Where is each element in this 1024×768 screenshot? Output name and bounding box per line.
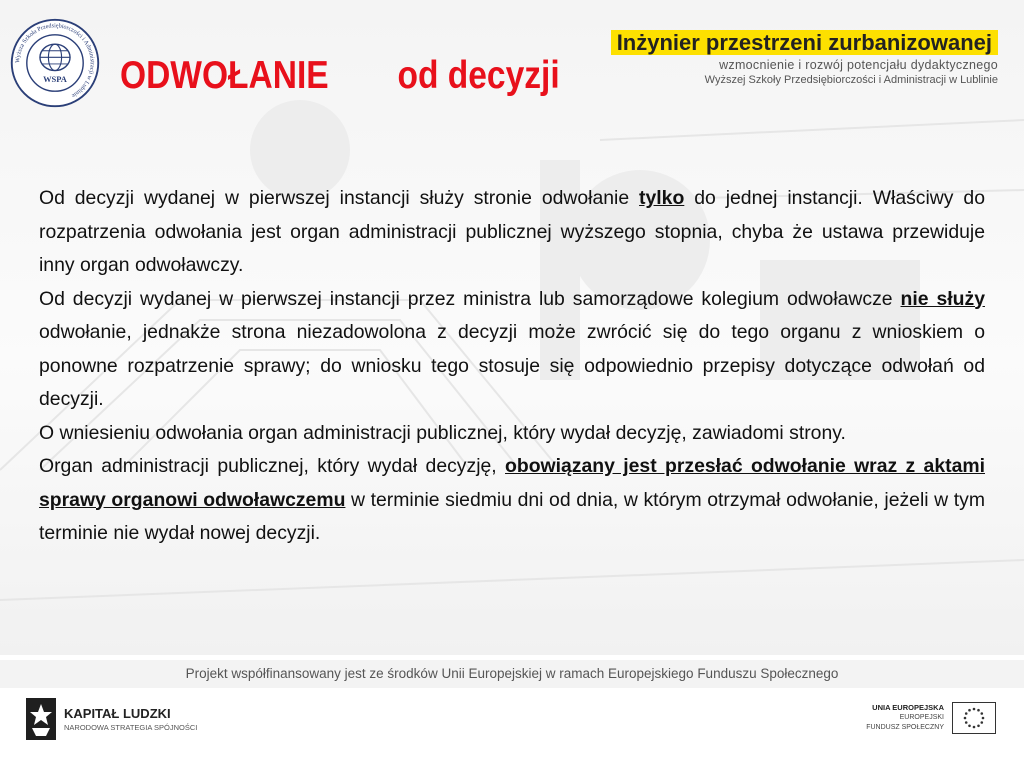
p1-text-after: do jednej instancji. Właściwy do rozpatrzenia odwołania jest organ administracji publicznej wyższego stopnia, chyba że ustawa przewiduje inny organ odwoławczy. xyxy=(39,187,985,276)
eu-star-icon xyxy=(965,721,968,724)
project-header xyxy=(568,30,998,86)
kapital-ludzki-subtitle: NARODOWA STRATEGIA SPÓJNOŚCI xyxy=(64,723,198,732)
eu-star-icon xyxy=(965,712,968,715)
eu-star-icon xyxy=(982,717,985,720)
eu-star-icon xyxy=(977,709,980,712)
eu-logo xyxy=(866,702,996,734)
eu-star-icon xyxy=(973,708,976,711)
p4-text-before: Organ administracji publicznej, który wydał decyzję, xyxy=(39,455,506,477)
cofinancing-notice: Projekt współfinansowany jest ze środków Unii Europejskiej w ramach Europejskiego Funduszu Społecznego xyxy=(0,660,1024,688)
logo-ring-text: Wyższa Szkoła Przedsiębiorczości i Administracji w Lublinie xyxy=(15,23,95,99)
eu-flag-icon xyxy=(952,702,996,734)
eu-star-icon xyxy=(964,717,967,720)
paragraph-4 xyxy=(39,450,985,551)
eu-fund-line-2: FUNDUSZ SPOŁECZNY xyxy=(866,724,944,731)
title-part-2: od decyzji xyxy=(397,54,560,97)
slide-title xyxy=(120,52,560,100)
project-subtitle-1: wzmocnienie i rozwój potencjału dydaktycznego xyxy=(719,58,998,72)
eu-name: UNIA EUROPEJSKA xyxy=(872,703,944,712)
kapital-ludzki-icon xyxy=(26,698,56,740)
p1-emphasis: tylko xyxy=(639,187,685,209)
eu-fund-line-1: EUROPEJSKI xyxy=(899,714,944,721)
paragraph-2 xyxy=(39,283,985,417)
project-title: Inżynier przestrzeni zurbanizowanej xyxy=(611,30,998,55)
p3-text: O wniesieniu odwołania organ administracji publicznej, który wydał decyzję, zawiadomi strony. xyxy=(39,421,846,444)
eu-star-icon xyxy=(968,724,971,727)
paragraph-3 xyxy=(39,417,985,451)
p4-emphasis: obowiązany jest przesłać odwołanie wraz z aktami sprawy organowi odwoławczemu xyxy=(39,455,985,511)
kapital-ludzki-logo xyxy=(26,698,197,740)
p4-text-after: w terminie siedmiu dni od dnia, w którym otrzymał odwołanie, jeżeli w tym terminie nie wydał nowej decyzji. xyxy=(39,488,986,544)
p1-text-before: Od decyzji wydanej w pierwszej instancji służy stronie odwołanie xyxy=(39,187,640,209)
eu-star-icon xyxy=(973,726,976,729)
logo-center-text: WSPA xyxy=(43,73,67,84)
slide-body xyxy=(39,182,985,551)
project-subtitle-2: Wyższej Szkoły Przedsiębiorczości i Administracji w Lublinie xyxy=(704,74,998,86)
p2-emphasis: nie służy xyxy=(900,287,985,310)
p2-text-before: Od decyzji wydanej w pierwszej instancji przez ministra lub samorządowe kolegium odwoławcze xyxy=(39,287,901,310)
eu-star-icon xyxy=(968,709,971,712)
eu-star-icon xyxy=(980,712,983,715)
p2-text-after: odwołanie, jednakże strona niezadowolona z decyzji może zwrócić się do tego organu z wnioskiem o ponowne rozpatrzenie sprawy; do wniosku tego stosuje się odpowiednio przepisy dotyczące odwołań od decyzji. xyxy=(39,321,985,410)
kapital-ludzki-name: KAPITAŁ LUDZKI xyxy=(64,706,171,721)
eu-star-icon xyxy=(980,721,983,724)
wspa-logo xyxy=(8,16,102,110)
paragraph-1 xyxy=(39,182,985,283)
eu-star-icon xyxy=(977,724,980,727)
title-part-1: ODWOŁANIE xyxy=(120,54,329,97)
